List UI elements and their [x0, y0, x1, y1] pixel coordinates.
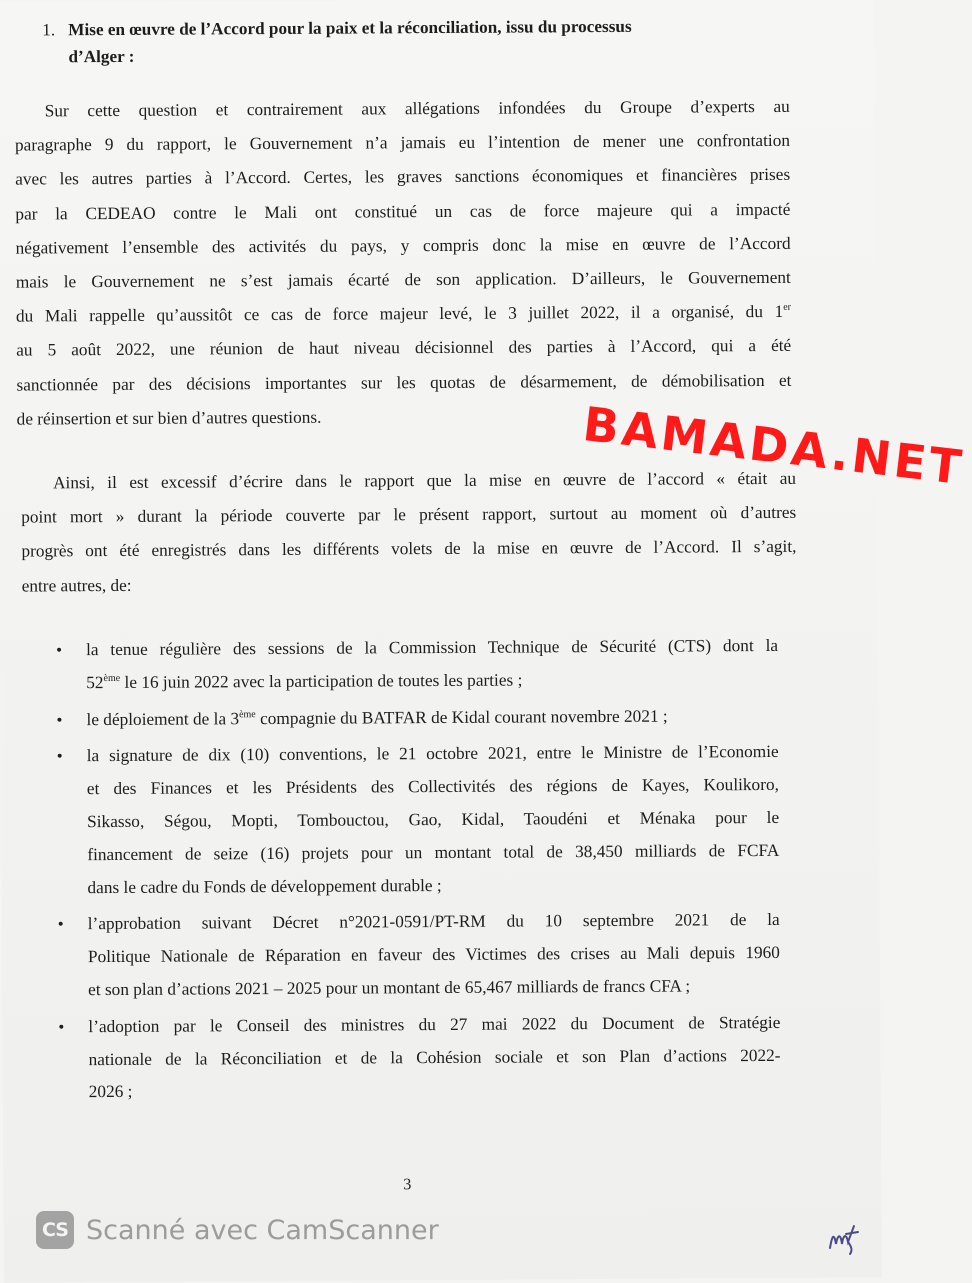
paragraph-line: par la CEDEAO contre le Mali ont constitué un cas de force majeure qui a impacté [15, 199, 791, 224]
superscript: er [783, 301, 792, 314]
list-item [58, 1007, 781, 1110]
section-number: 1. [42, 20, 56, 40]
superscript: ème [103, 672, 121, 684]
paragraph-line: progrès ont été enregistrés dans les différents volets de la mise en œuvre de l’Accord. Il s’agit, [21, 537, 797, 561]
paragraph-line: paragraphe 9 du rapport, le Gouvernement n’a jamais eu l’intention de mener une confrontation [14, 131, 791, 155]
item-line: et des Finances et les Présidents des Collectivités des régions de Kayes, Koulikoro, [86, 775, 779, 799]
item-text: le 16 juin 2022 avec la participation de toutes les parties ; [120, 670, 523, 692]
list-item [56, 700, 778, 737]
paragraph-line: de réinsertion et sur bien d’autres questions. [16, 407, 322, 429]
bullet-icon: • [56, 709, 63, 729]
section-heading [42, 12, 762, 70]
item-line: et son plan d’actions 2021 – 2025 pour un montant de 65,467 milliards de francs CFA ; [88, 976, 691, 1000]
page-number: 3 [403, 1176, 412, 1194]
bullet-icon: • [56, 746, 63, 766]
item-line: financement de seize (16) projets pour un montant total de 38,450 milliards de FCFA [87, 840, 780, 864]
bullet-icon: • [58, 1017, 65, 1037]
heading-line-1: Mise en œuvre de l’Accord pour la paix et la réconciliation, issu du processus [68, 16, 632, 40]
item-line: dans le cadre du Fonds de développement durable ; [87, 875, 442, 897]
paragraph-line: entre autres, de: [21, 575, 132, 596]
heading-line-2: d’Alger : [68, 46, 135, 67]
item-text: le déploiement de la 3 [86, 708, 240, 729]
list-item [56, 630, 778, 700]
paragraph-text: du Mali rappelle qu’aussitôt ce cas de force majeur levé, le 3 juillet 2022, il a organisé, du 1 [15, 302, 784, 326]
item-line [86, 700, 778, 737]
item-text: compagnie du BATFAR de Kidal courant novembre 2021 ; [255, 706, 668, 728]
paragraph-line: au 5 août 2022, une réunion de haut niveau décisionnel des parties à l’Accord, qui a été [16, 336, 792, 360]
item-line: la tenue régulière des sessions de la Commission Technique de Sécurité (CTS) dont la [85, 635, 779, 660]
superscript: ème [239, 708, 256, 720]
paragraph-line-with-sup [16, 295, 791, 334]
bullet-list [56, 630, 781, 1114]
paragraph-line: point mort » durant la période couverte par le présent rapport, surtout au moment où d’autres [21, 503, 797, 527]
item-line: nationale de la Réconciliation et de la Cohésion sociale et son Plan d’actions 2022- [88, 1045, 781, 1069]
watermark-logo: BAMADA.NET [580, 397, 967, 497]
list-item [58, 904, 781, 1007]
item-text: 52 [86, 672, 104, 692]
camscanner-logo-icon: CS [36, 1211, 74, 1249]
paragraph-line: avec les autres parties à l’Accord. Certes, les graves sanctions économiques et financières prises [15, 165, 791, 189]
paragraph-line: Ainsi, il est excessif d’écrire dans le rapport que la mise en œuvre de l’accord « était au [52, 468, 797, 493]
paragraph-line: mais le Gouvernement ne s’est jamais écarté de son application. D’ailleurs, le Gouvernement [15, 267, 791, 292]
item-line: Politique Nationale de Réparation en faveur des Victimes des crises au Mali depuis 1960 [87, 943, 780, 967]
paragraph-2 [21, 462, 797, 603]
paragraph-1 [15, 90, 792, 437]
item-line: Sikasso, Ségou, Mopti, Tombouctou, Gao, Kidal, Taoudéni et Ménaka pour le [87, 807, 780, 832]
camscanner-footer [36, 1208, 439, 1252]
paragraph-line: sanctionnée par des décisions importantes sur les quotas de désarmement, de démobilisation et [16, 370, 792, 395]
item-line: la signature de dix (10) conventions, le 21 octobre 2021, entre le Ministre de l’Economie [86, 742, 779, 766]
item-line: l’adoption par le Conseil des ministres du 27 mai 2022 du Document de Stratégie [88, 1012, 781, 1036]
item-line: 2026 ; [88, 1082, 133, 1102]
bullet-icon: • [55, 640, 63, 660]
camscanner-text: Scanné avec CamScanner [86, 1214, 439, 1246]
paragraph-line: Sur cette question et contrairement aux allégations infondées du Groupe d’experts au [44, 96, 790, 121]
signature-initials-icon [824, 1218, 864, 1258]
item-line [86, 663, 778, 700]
paragraph-line: négativement l’ensemble des activités du pays, y compris donc la mise en œuvre de l’Accord [15, 233, 791, 258]
item-line: l’approbation suivant Décret n°2021-0591/PT-RM du 10 septembre 2021 de la [87, 910, 780, 934]
bullet-icon: • [57, 914, 64, 934]
list-item [57, 736, 780, 904]
